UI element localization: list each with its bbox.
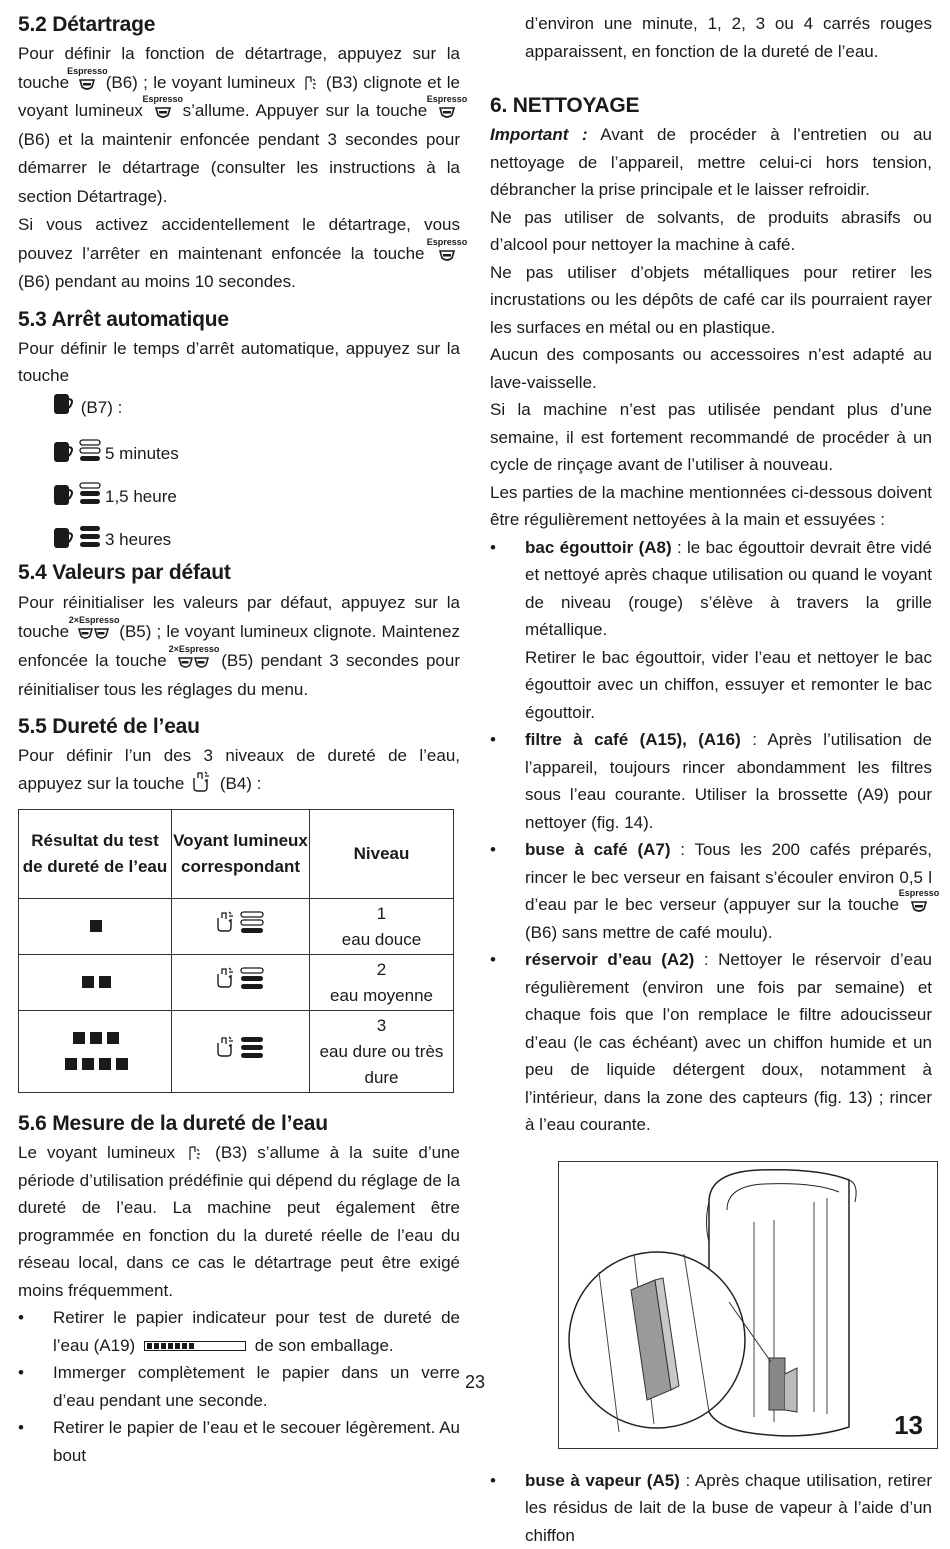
hardness-level-1-icon	[215, 909, 267, 937]
page-number: 23	[0, 1372, 950, 1393]
mug-icon	[52, 392, 76, 416]
water-tank-illustration	[559, 1162, 937, 1448]
list-item: • bac égouttoir (A8) : le bac égouttoir devrait être vidé et nettoyé après chaque utilisation ou quand le voyant de niveau (rouge) s’élève à travers la grille métallique. Retirer le bac égouttoir, vider l’eau et nettoyer le bac égouttoir avec un chiffon, essuyer et remonter le bac égouttoir.	[490, 534, 932, 727]
level-bars-icon	[79, 438, 101, 464]
hardness-key-icon	[191, 770, 213, 792]
cleaning-paragraph-2: Ne pas utiliser de solvants, de produits abrasifs ou d’alcool pour nettoyer la machine à café.	[490, 204, 932, 259]
list-item: • Retirer le papier de l’eau et le secouer légèrement. Au bout	[18, 1414, 460, 1469]
section-title-defaults: 5.4 Valeurs par défaut	[18, 558, 460, 588]
figure-number: 13	[894, 1412, 923, 1440]
espresso-cup-icon: Espresso	[438, 250, 456, 262]
auto-off-paragraph: Pour définir le temps d’arrêt automatique, appuyez sur la touche	[18, 335, 460, 390]
list-item: • filtre à café (A15), (A16) : Après l’utilisation de l’appareil, toujours rincer abondamment les filtres sous l’eau courante. Utiliser la brossette (A9) pour nettoyer (fig. 14).	[490, 726, 932, 836]
section-title-auto-off: 5.3 Arrêt automatique	[18, 305, 460, 335]
list-item: • buse à vapeur (A5) : Après chaque utilisation, retirer les résidus de lait de la buse de vapeur à l’aide d’un chiffon	[490, 1467, 932, 1549]
list-item: • réservoir d’eau (A2) : Nettoyer le réservoir d’eau régulièrement (environ une fois par semaine) et chaque fois que l’on remplace le filtre adoucisseur d’eau (le cas échéant) avec un chiffon humide et un peu de liquide détergent doux, notamment à l’intérieur, dans la zone des capteurs (fig. 13) ; rincer à l’eau courante.	[490, 946, 932, 1139]
table-row	[19, 1011, 454, 1093]
table-header-indicator: Voyant lumineux correspondant	[172, 810, 310, 899]
hardness-measure-paragraph: Le voyant lumineux (B3) s’allume à la suite d’une période d’utilisation prédéfinie qui dépend du réglage de la dureté de l’eau. La machine peut également être programmée en fonction du la dureté réelle de l’eau du réseau local, dans ce cas le détartrage peut être exigé moins fréquemment.	[18, 1139, 460, 1304]
test-squares	[19, 899, 172, 955]
hardness-level-2-icon	[215, 965, 267, 993]
table-header-level: Niveau	[310, 810, 454, 899]
double-espresso-icon: 2×Espresso	[78, 628, 110, 640]
table-row	[19, 899, 454, 955]
table-header-test-result: Résultat du test de dureté de l’eau	[19, 810, 172, 899]
mug-icon	[52, 440, 76, 464]
cleaning-paragraph-6: Les parties de la machine mentionnées ci-dessous doivent être régulièrement nettoyées à la main et essuyées :	[490, 479, 932, 534]
descaling-paragraph-1: Pour définir la fonction de détartrage, appuyez sur la touche Espresso (B6) ; le voyant lumineux (B3) clignote et le voyant lumineux Espresso s’allume. Appuyer sur la touche Espresso (B6) et la maintenir enfoncée pendant 3 secondes pour démarrer le détartrage (consulter les instructions à la section Détartrage).	[18, 40, 460, 211]
section-title-cleaning: 6. NETTOYAGE	[490, 91, 932, 121]
hardness-continued: d’environ une minute, 1, 2, 3 ou 4 carrés rouges apparaissent, en fonction de la dureté de l’eau.	[490, 10, 932, 65]
espresso-cup-icon: Espresso	[438, 107, 456, 119]
test-squares	[19, 955, 172, 1011]
indicator-cell	[172, 1011, 310, 1093]
defaults-paragraph: Pour réinitialiser les valeurs par défaut, appuyez sur la touche 2×Espresso (B5) ; le voyant lumineux clignote. Maintenez enfoncée la touche 2×Espresso (B5) pendant 3 secondes pour réinitialiser tous les réglages du menu.	[18, 588, 460, 704]
list-item: • Immerger complètement le papier dans un verre d’eau pendant une seconde.	[18, 1359, 460, 1414]
water-hardness-paragraph: Pour définir l’un des 3 niveaux de dureté de l’eau, appuyez sur la touche (B4) :	[18, 742, 460, 797]
cleaning-parts-list	[490, 534, 932, 1139]
cleaning-paragraph-5: Si la machine n’est pas utilisée pendant plus d’une semaine, il est fortement recommandé de procéder à un cycle de rinçage avant de l’utiliser à nouveau.	[490, 396, 932, 479]
figure-water-tank	[558, 1161, 938, 1449]
test-squares	[19, 1011, 172, 1093]
table-row	[19, 955, 454, 1011]
level-cell: 3 eau dure ou très dure	[310, 1011, 454, 1093]
level-cell: 2 eau moyenne	[310, 955, 454, 1011]
level-bars-icon	[79, 524, 101, 550]
mug-icon	[52, 483, 76, 507]
level-bars-icon	[79, 481, 101, 507]
right-column	[490, 10, 932, 1549]
auto-off-option-2: 1,5 heure	[18, 464, 460, 507]
descale-icon	[305, 76, 317, 91]
water-hardness-table	[18, 809, 454, 1093]
section-title-hardness-measure: 5.6 Mesure de la dureté de l’eau	[18, 1109, 460, 1139]
auto-off-option-3: 3 heures	[18, 507, 460, 550]
auto-off-option-1: 5 minutes	[18, 421, 460, 464]
level-cell: 1 eau douce	[310, 899, 454, 955]
test-strip-icon	[144, 1341, 246, 1351]
cleaning-parts-list-2	[490, 1467, 932, 1549]
indicator-cell	[172, 899, 310, 955]
espresso-cup-icon: Espresso	[910, 901, 928, 913]
left-column	[18, 10, 460, 1469]
espresso-cup-icon: Espresso	[154, 107, 172, 119]
list-item: • buse à café (A7) : Tous les 200 cafés préparés, rincer le bec verseur en faisant s’écouler environ 0,5 l d’eau par le bec verseur (appuyer sur la touche Espresso (B6) sans mettre de café moulu).	[490, 836, 932, 946]
cleaning-paragraph-4: Aucun des composants ou accessoires n’est adapté au lave-vaisselle.	[490, 341, 932, 396]
section-title-water-hardness: 5.5 Dureté de l’eau	[18, 712, 460, 742]
list-item: • Retirer le papier indicateur pour test de dureté de l’eau (A19) de son emballage.	[18, 1304, 460, 1359]
hardness-level-3-icon	[215, 1034, 267, 1062]
descale-icon	[189, 1146, 201, 1161]
cleaning-paragraph-3: Ne pas utiliser d’objets métalliques pour retirer les incrustations ou les dépôts de café car ils pourraient rayer les surfaces en métal ou en plastique.	[490, 259, 932, 342]
important-label: Important :	[490, 125, 588, 144]
important-note: Important : Avant de procéder à l’entretien ou au nettoyage de l’appareil, mettre celui-ci hors tension, débrancher la prise principale et le laisser refroidir.	[490, 121, 932, 204]
descaling-paragraph-2: Si vous activez accidentellement le détartrage, vous pouvez l’arrêter en maintenant enfoncée la touche Espresso (B6) pendant au moins 10 secondes.	[18, 211, 460, 297]
indicator-cell	[172, 955, 310, 1011]
section-title-descaling: 5.2 Détartrage	[18, 10, 460, 40]
auto-off-key-line: (B7) :	[18, 392, 460, 422]
espresso-cup-icon: Espresso	[78, 79, 96, 91]
double-espresso-icon: 2×Espresso	[178, 657, 210, 669]
mug-icon	[52, 526, 76, 550]
